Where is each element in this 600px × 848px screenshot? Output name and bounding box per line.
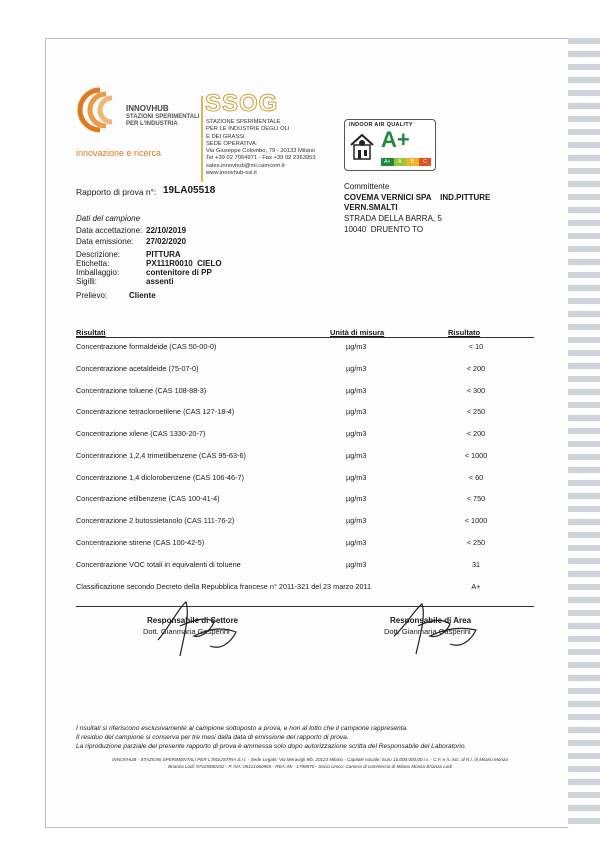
sigilli-label: Sigilli: xyxy=(76,277,97,286)
indoor-air-quality-label: INDOOR AIR QUALITY A+ A+ A B C xyxy=(344,119,436,171)
footer-note-1: I risultati si riferiscono esclusivamente al campione sottoposto a prova, e non al lotto che il campione rappresenta. xyxy=(76,725,409,732)
imballaggio-label: Imballaggio: xyxy=(76,268,120,277)
innovhub-sub1: STAZIONI SPERIMENTALI xyxy=(126,114,200,120)
innovhub-sub2: PER L'INDUSTRIA xyxy=(126,121,178,127)
classification-value: A+ xyxy=(471,582,481,591)
client-label: Committente xyxy=(344,182,390,191)
right-handwritten-signature-icon xyxy=(388,596,488,666)
footer-legal-1: INNOVHUB - STAZIONI SPERIMENTALI PER L'INDUSTRIA S.r.l. - Sede Legale: Via Meravigli 9/b, 20123 Milano - Capitale sociale: Euro 10.000.000,00 i.v. - C.F. e n. iscr. al R.I. di Milano Monza xyxy=(112,757,508,762)
table-row: Concentrazione 1,4 diclorobenzene (CAS 106-46-7) µg/m3 < 60 xyxy=(76,473,484,482)
left-signature-name: Dott. Gianmaria Gasperini xyxy=(143,627,230,636)
footer-note-2: Il residuo del campione si conserva per tre mesi dalla data di emissione del rapporto di prova. xyxy=(76,734,349,741)
results-header-rule xyxy=(76,337,534,338)
prelievo-label: Prelievo: xyxy=(76,291,108,300)
client-name-2: VERN.SMALTI xyxy=(344,203,398,212)
footer-note-3: La riproduzione parziale del presente rapporto di prova è ammessa solo dopo autorizzazione scritta del Responsabile del Laboratorio. xyxy=(76,743,467,750)
report-number-label: Rapporto di prova n°: xyxy=(76,187,157,197)
emission-value: 27/02/2020 xyxy=(146,237,187,246)
table-row: Concentrazione 2 butossietanolo (CAS 111-76-2) µg/m3 < 1000 xyxy=(76,516,488,525)
table-row: Concentrazione VOC totali in equivalenti di toluene µg/m3 31 xyxy=(76,560,481,569)
table-row: Concentrazione formaldeide (CAS 50-00-0) µg/m3 < 10 xyxy=(76,342,484,351)
table-row: Concentrazione 1,2,4 trimetilbenzene (CAS 95-63-6) µg/m3 < 1000 xyxy=(76,451,488,460)
footer-legal-2: Brianza Lodi: 97425580152 - P. IVA: 05121060965 - REA: MI - 1798570 - Socio Unico: Camera di commercio di Milano Monza Brianza Lodi xyxy=(168,764,452,769)
table-row: Concentrazione tetracloroetilene (CAS 127-18-4) µg/m3 < 250 xyxy=(76,407,486,416)
sigilli-value: assenti xyxy=(146,277,174,286)
sample-heading: Dati del campione xyxy=(76,214,141,223)
innovhub-logo-icon xyxy=(76,86,124,134)
etichetta-label: Etichetta: xyxy=(76,259,110,268)
innovhub-name: INNOVHUB xyxy=(126,104,169,113)
etichetta-value: PX111R0010 CIELO xyxy=(146,259,222,268)
description-label: Descrizione: xyxy=(76,250,121,259)
iaq-grade: A+ xyxy=(381,127,410,152)
prelievo-value: Cliente xyxy=(129,291,156,300)
ssog-address: STAZIONE SPERIMENTALE PER LE INDUSTRIE DEGLI OLI E DEI GRASSI SEDE OPERATIVA: Via Giuseppe Colombo, 79 - 20133 Milano Tel +39 02 7064971 - Fax +39 02 2363953 sales.innovhub@mi.camcom.it www.innovhub-ssi.it xyxy=(206,119,316,177)
client-city: 10040 DRUENTO TO xyxy=(344,225,424,234)
report-number: 19LA05518 xyxy=(163,185,216,196)
client-name: COVEMA VERNICI SPA IND.PITTURE xyxy=(344,193,491,202)
description-value: PITTURA xyxy=(146,250,181,259)
right-signature-name: Dott. Gianmaria Gasperini xyxy=(384,627,471,636)
acceptance-value: 22/10/2019 xyxy=(146,226,187,235)
perforated-edge xyxy=(568,38,600,828)
house-icon xyxy=(349,131,375,161)
left-signature-title: Responsabile di Settore xyxy=(147,616,239,625)
left-handwritten-signature-icon xyxy=(150,596,250,666)
unit-header: Unità di misura xyxy=(330,328,385,337)
ssog-logo: SSOG xyxy=(205,90,279,117)
result-header: Risultato xyxy=(448,328,481,337)
table-row: Concentrazione etilbenzene (CAS 100-41-4) µg/m3 < 750 xyxy=(76,494,486,503)
acceptance-label: Data accettazione: xyxy=(76,226,143,235)
ssog-divider xyxy=(201,96,203,182)
iaq-scale: A+ A B C xyxy=(381,158,431,166)
right-signature-title: Responsabile di Area xyxy=(390,616,472,625)
imballaggio-value: contenitore di PP xyxy=(146,268,212,277)
emission-label: Data emissione: xyxy=(76,237,134,246)
table-row: Concentrazione stirene (CAS 100-42-5) µg/m3 < 250 xyxy=(76,538,486,547)
table-row: Concentrazione xilene (CAS 1330-20-7) µg/m3 < 200 xyxy=(76,429,486,438)
innovhub-tagline: innovazione e ricerca xyxy=(76,148,162,158)
table-row: Concentrazione toluene (CAS 108-88-3) µg/m3 < 300 xyxy=(76,386,486,395)
classification-text: Classificazione secondo Decreto della Repubblica francese n° 2011-321 del 23 marzo 2011 xyxy=(76,582,372,591)
table-row: Concentrazione acetaldeide (75-07-0) µg/m3 < 200 xyxy=(76,364,486,373)
client-street: STRADA DELLA BARRA, 5 xyxy=(344,214,442,223)
results-header: Risultati xyxy=(76,328,106,337)
